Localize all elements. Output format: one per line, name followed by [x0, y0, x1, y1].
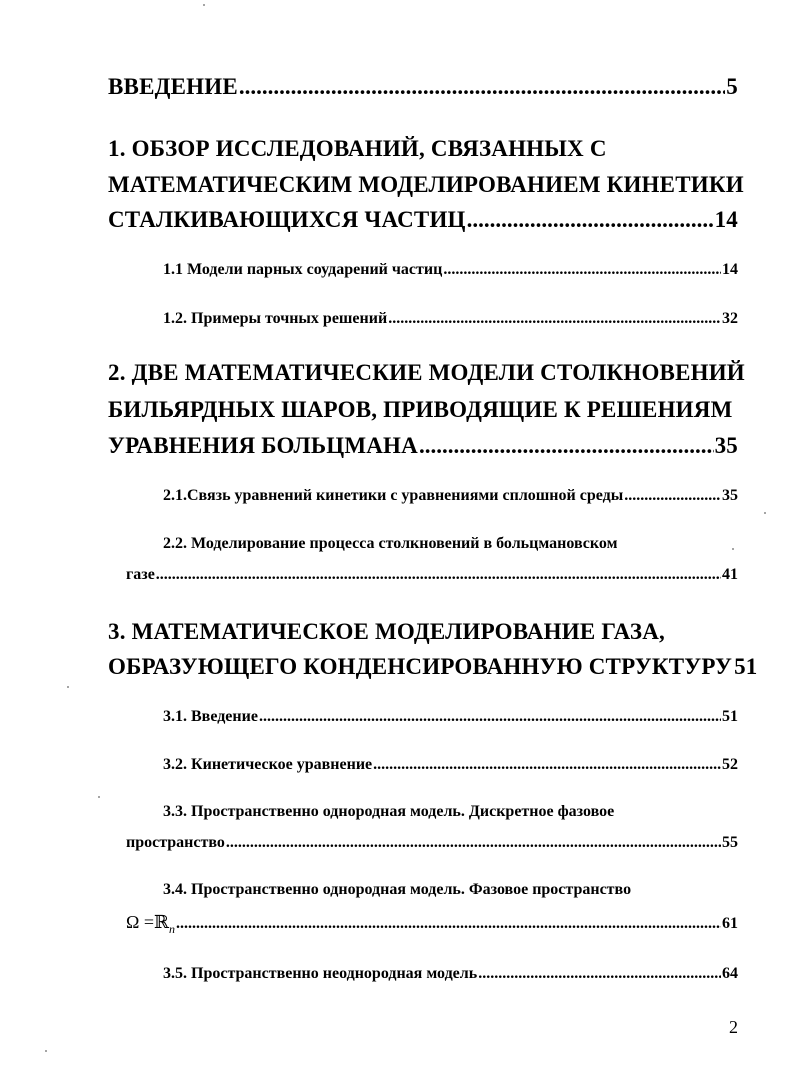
toc-page-number: 35 [714, 433, 738, 458]
toc-entry-chapter-3[interactable] [108, 654, 758, 680]
toc-leader-dots [226, 834, 721, 852]
toc-title: пространство [126, 834, 225, 851]
toc-entry-1-1[interactable] [163, 261, 738, 279]
toc-entry-3-2[interactable] [163, 756, 738, 774]
toc-entry-3-3[interactable] [126, 834, 738, 852]
toc-page-number: 35 [722, 487, 738, 504]
toc-entry-3-4[interactable] [126, 912, 738, 938]
scan-speck [98, 796, 100, 798]
toc-entry-chapter-2[interactable] [108, 433, 738, 459]
scan-speck [45, 1050, 47, 1052]
scan-speck [203, 4, 205, 6]
toc-leader-dots [239, 74, 725, 100]
toc-leader-dots [156, 566, 721, 584]
toc-entry-3-3-line-1[interactable]: 3.3. Пространственно однородная модель. Дискретное фазовое [163, 803, 615, 820]
toc-page-number: 5 [726, 74, 738, 99]
scan-speck [67, 686, 69, 688]
toc-entry-3-4-line-1[interactable]: 3.4. Пространственно однородная модель. Фазовое пространство [163, 881, 632, 898]
toc-chapter-1-line-2[interactable]: МАТЕМАТИЧЕСКИМ МОДЕЛИРОВАНИЕМ КИНЕТИКИ [108, 172, 744, 197]
formula-real-set: ℝ [154, 912, 170, 932]
toc-title: ВВЕДЕНИЕ [108, 74, 238, 99]
toc-page-number: 52 [722, 756, 738, 773]
toc-leader-dots [467, 207, 714, 233]
toc-chapter-2-line-2[interactable]: БИЛЬЯРДНЫХ ШАРОВ, ПРИВОДЯЩИЕ К РЕШЕНИЯМ [108, 397, 733, 422]
formula-subscript: n [169, 921, 176, 936]
toc-entry-3-5[interactable] [163, 965, 738, 983]
toc-entry-3-1[interactable] [163, 708, 738, 726]
toc-chapter-1-line-1[interactable]: 1. ОБЗОР ИССЛЕДОВАНИЙ, СВЯЗАННЫХ С [108, 136, 607, 161]
toc-page-number: 55 [722, 834, 738, 851]
toc-page-number: 41 [722, 566, 738, 583]
toc-leader-dots [388, 310, 721, 328]
toc-chapter-2-line-1[interactable]: 2. ДВЕ МАТЕМАТИЧЕСКИЕ МОДЕЛИ СТОЛКНОВЕНИЙ [108, 360, 745, 385]
toc-title: 2.1.Связь уравнений кинетики с уравнениями сплошной среды [163, 487, 624, 504]
toc-leader-dots [624, 487, 721, 505]
toc-leader-dots [259, 708, 721, 726]
toc-leader-dots [419, 433, 714, 459]
toc-entry-2-2[interactable] [126, 566, 738, 584]
page-number: 2 [729, 1017, 738, 1037]
toc-title: 1.1 Модели парных соударений частиц [163, 261, 443, 278]
toc-page-number: 14 [714, 207, 738, 232]
toc-leader-dots [443, 261, 721, 279]
toc-title: 3.1. Введение [163, 708, 258, 725]
toc-page-number: 61 [722, 915, 738, 932]
toc-title: 1.2. Примеры точных решений [163, 310, 388, 327]
toc-page-number: 32 [722, 310, 738, 327]
toc-title: газе [126, 566, 155, 583]
toc-title: 3.5. Пространственно неоднородная модель [163, 965, 478, 982]
scan-speck [732, 548, 734, 550]
toc-page-number: 64 [722, 965, 738, 982]
toc-formula [126, 912, 175, 938]
toc-title: СТАЛКИВАЮЩИХСЯ ЧАСТИЦ [108, 207, 466, 232]
toc-entry-2-2-line-1[interactable]: 2.2. Моделирование процесса столкновений в больцмановском [163, 535, 618, 552]
toc-chapter-3-line-1[interactable]: 3. МАТЕМАТИЧЕСКОЕ МОДЕЛИРОВАНИЕ ГАЗА, [108, 619, 666, 644]
toc-leader-dots [176, 915, 721, 933]
toc-leader-dots [478, 965, 721, 983]
scan-speck [764, 512, 766, 514]
toc-entry-1-2[interactable] [163, 310, 738, 328]
toc-title: УРАВНЕНИЯ БОЛЬЦМАНА [108, 433, 418, 458]
toc-title: ОБРАЗУЮЩЕГО КОНДЕНСИРОВАННУЮ СТРУКТУРУ [108, 654, 733, 679]
formula-omega: Ω [126, 912, 140, 932]
toc-entry-2-1[interactable] [163, 487, 738, 505]
toc-page-number: 14 [722, 261, 738, 278]
toc-page-number: 51 [734, 654, 758, 679]
toc-title: 3.2. Кинетическое уравнение [163, 756, 373, 773]
formula-equals: = [143, 912, 155, 932]
toc-page-number: 51 [722, 708, 738, 725]
toc-entry-chapter-1[interactable] [108, 207, 738, 233]
toc-leader-dots [373, 756, 721, 774]
toc-entry-introduction[interactable] [108, 74, 738, 100]
